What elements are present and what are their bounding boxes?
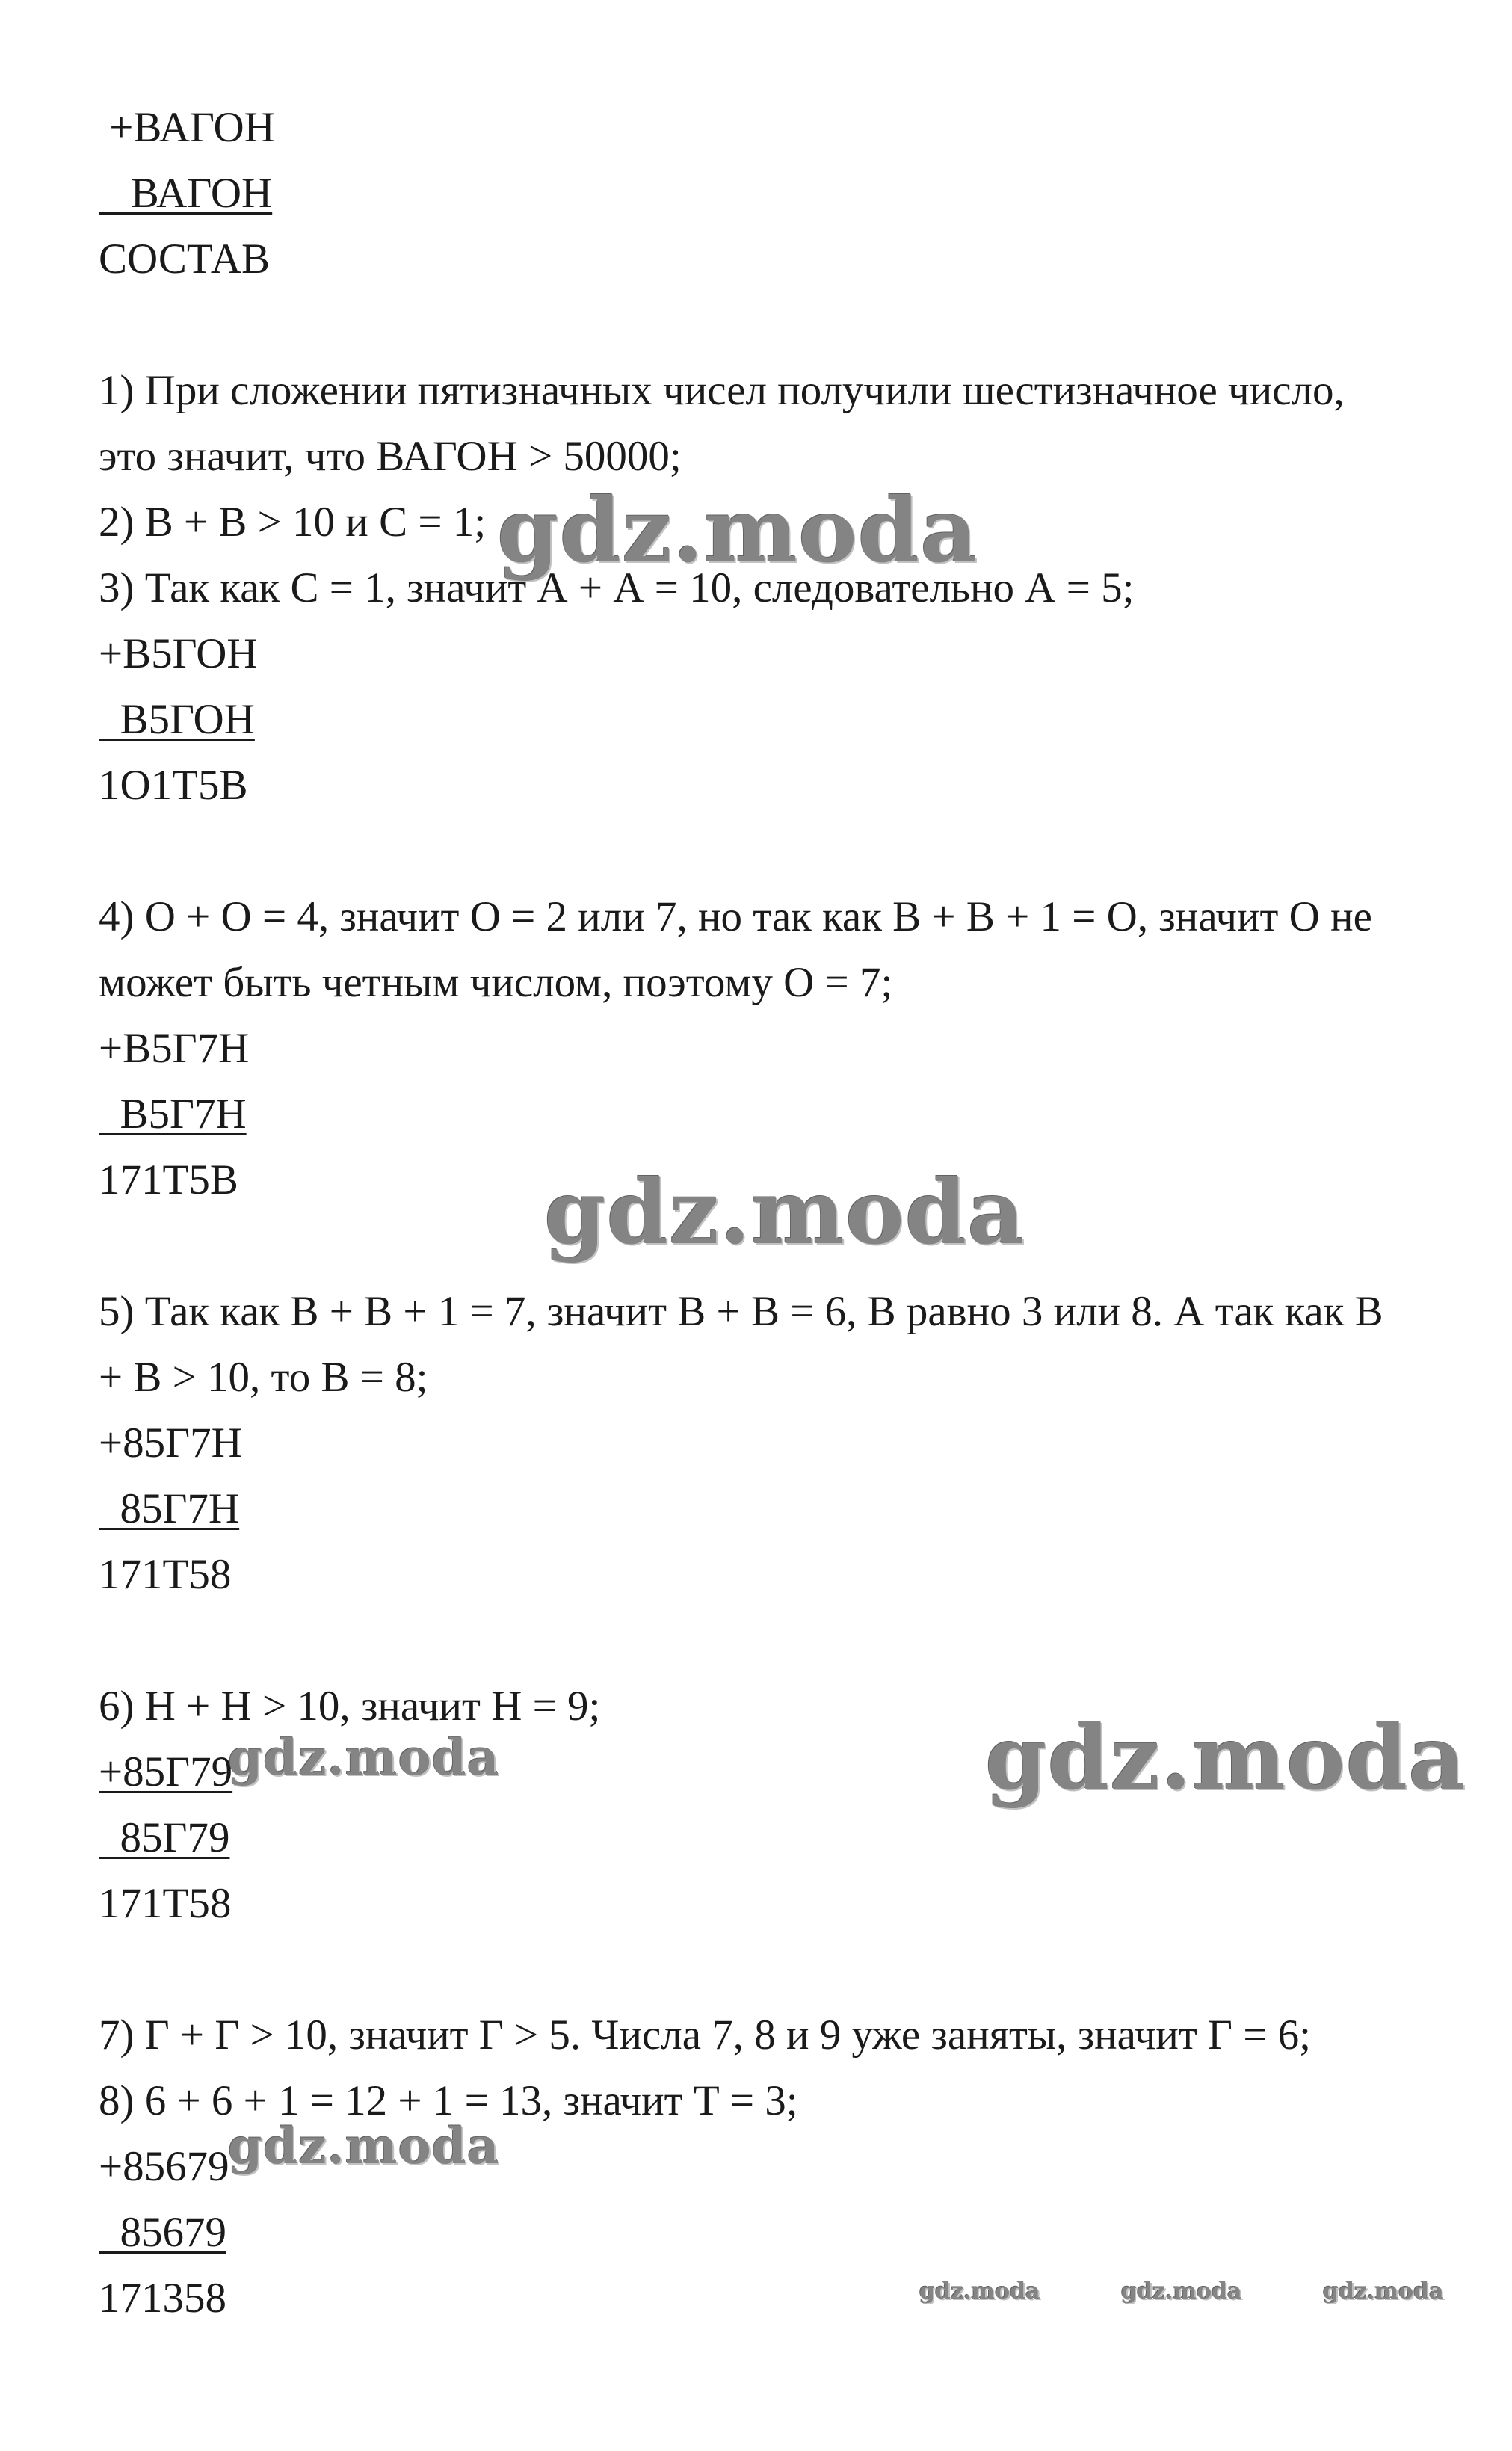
watermark: gdz.moda bbox=[497, 478, 978, 582]
text-line: 4) О + О = 4, значит О = 2 или 7, но так как В + В + 1 = О, значит О не bbox=[99, 893, 1372, 940]
text-line: 85Г7Н bbox=[99, 1485, 240, 1532]
text-line: 171Т58 bbox=[99, 1880, 232, 1927]
watermark: gdz.moda bbox=[544, 1160, 1025, 1264]
text-line: +В5ГОН bbox=[99, 630, 258, 677]
text-line: ВАГОН bbox=[99, 170, 273, 217]
text-line: 171Т58 bbox=[99, 1551, 232, 1598]
text-line: 6) Н + Н > 10, значит Н = 9; bbox=[99, 1683, 601, 1730]
watermark: gdz.moda bbox=[985, 1706, 1466, 1810]
watermark: gdz.moda bbox=[1121, 2278, 1242, 2304]
text-line: СОСТАВ bbox=[99, 235, 271, 283]
text-line: 2) В + В > 10 и С = 1; bbox=[99, 499, 487, 546]
text-line: 171358 bbox=[99, 2275, 226, 2322]
watermark: gdz.moda bbox=[228, 2117, 500, 2175]
text-line: может быть четным числом, поэтому О = 7; bbox=[99, 959, 893, 1006]
text-line: + В > 10, то В = 8; bbox=[99, 1354, 428, 1401]
text-line: 7) Г + Г > 10, значит Г > 5. Числа 7, 8 и 9 уже заняты, значит Г = 6; bbox=[99, 2011, 1311, 2059]
text-line: 85679 bbox=[99, 2209, 226, 2256]
text-line: 1О1Т5В bbox=[99, 762, 248, 809]
text-line: +ВАГОН bbox=[99, 104, 275, 151]
text-line: 1) При сложении пятизначных чисел получили шестизначное число, bbox=[99, 367, 1345, 414]
text-line: это значит, что ВАГОН > 50000; bbox=[99, 433, 682, 480]
watermark: gdz.moda bbox=[919, 2278, 1040, 2304]
text-line: 3) Так как С = 1, значит А + А = 10, следовательно А = 5; bbox=[99, 564, 1135, 611]
text-line: В5ГОН bbox=[99, 696, 255, 743]
watermark: gdz.moda bbox=[1323, 2278, 1444, 2304]
watermark: gdz.moda bbox=[228, 1728, 500, 1786]
text-line: В5Г7Н bbox=[99, 1091, 247, 1138]
text-line: +85679 bbox=[99, 2143, 229, 2190]
text-line: +В5Г7Н bbox=[99, 1025, 250, 1072]
text-line: 85Г79 bbox=[99, 1814, 230, 1861]
text-line: 171Т5В bbox=[99, 1156, 238, 1203]
text-line: 8) 6 + 6 + 1 = 12 + 1 = 13, значит Т = 3; bbox=[99, 2077, 798, 2124]
text-line: +85Г79 bbox=[99, 1748, 233, 1795]
text-line: 5) Так как В + В + 1 = 7, значит В + В = 6, В равно 3 или 8. А так как В bbox=[99, 1288, 1383, 1335]
text-line: +85Г7Н bbox=[99, 1419, 242, 1467]
